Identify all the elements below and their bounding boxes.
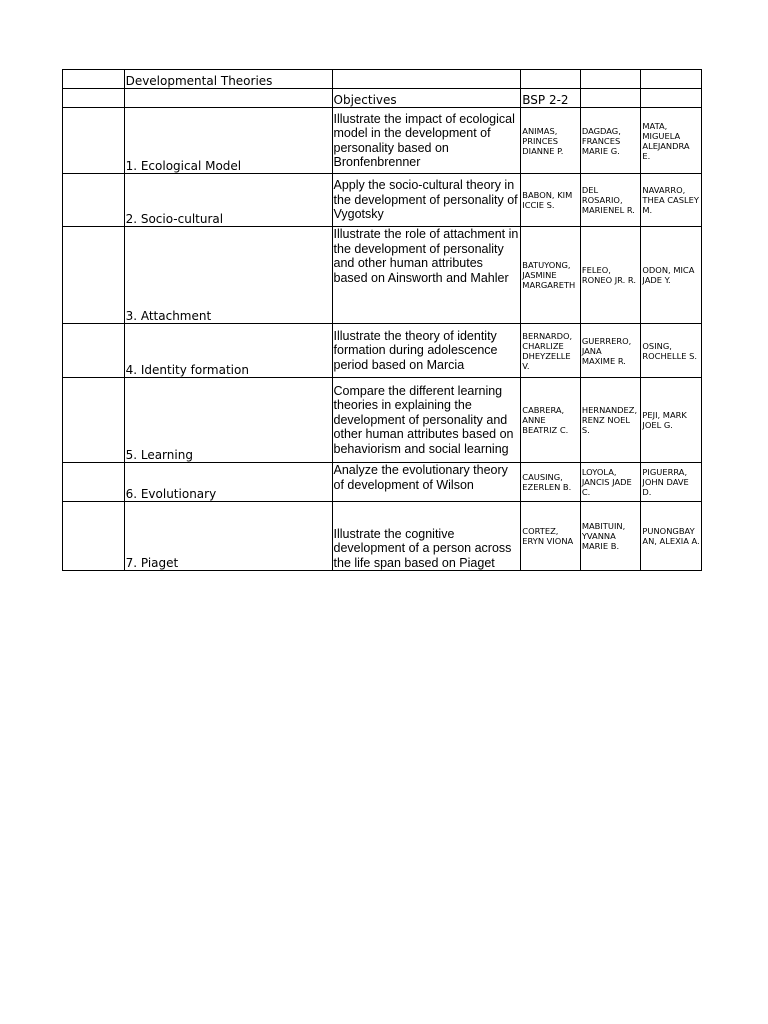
- section-header[interactable]: BSP 2-2: [521, 89, 581, 108]
- empty-cell[interactable]: [521, 70, 581, 89]
- empty-cell[interactable]: [63, 89, 125, 108]
- theory-cell[interactable]: 5. Learning: [124, 378, 332, 463]
- objective-cell[interactable]: Illustrate the role of attachment in the development of personality and other human attributes based on Ainsworth and Mahler: [332, 227, 521, 324]
- member-cell[interactable]: DEL ROSARIO, MARIENEL R.: [580, 174, 641, 227]
- member-cell[interactable]: MATA, MIGUELA ALEJANDRA E.: [641, 108, 702, 174]
- objective-cell[interactable]: Illustrate the theory of identity formation during adolescence period based on Marcia: [332, 324, 521, 378]
- theory-cell[interactable]: 1. Ecological Model: [124, 108, 332, 174]
- empty-cell[interactable]: [63, 227, 125, 324]
- empty-cell[interactable]: [124, 89, 332, 108]
- theory-cell[interactable]: 3. Attachment: [124, 227, 332, 324]
- member-cell[interactable]: PIGUERRA, JOHN DAVE D.: [641, 463, 702, 502]
- table-row: [63, 174, 702, 227]
- member-cell[interactable]: CAUSING, EZERLEN B.: [521, 463, 581, 502]
- member-cell[interactable]: GUERRERO, JANA MAXIME R.: [580, 324, 641, 378]
- header-row: [63, 89, 702, 108]
- member-cell[interactable]: ODON, MICA JADE Y.: [641, 227, 702, 324]
- empty-cell[interactable]: [63, 502, 125, 571]
- empty-cell[interactable]: [63, 463, 125, 502]
- empty-cell[interactable]: [580, 70, 641, 89]
- empty-cell[interactable]: [641, 89, 702, 108]
- member-cell[interactable]: PEJI, MARK JOEL G.: [641, 378, 702, 463]
- table-row: [63, 463, 702, 502]
- member-cell[interactable]: MABITUIN, YVANNA MARIE B.: [580, 502, 641, 571]
- empty-cell[interactable]: [63, 70, 125, 89]
- theory-cell[interactable]: 4. Identity formation: [124, 324, 332, 378]
- table-row: [63, 324, 702, 378]
- empty-cell[interactable]: [332, 70, 521, 89]
- title-row: [63, 70, 702, 89]
- objective-cell[interactable]: Apply the socio-cultural theory in the development of personality of Vygotsky: [332, 174, 521, 227]
- member-cell[interactable]: BERNARDO, CHARLIZE DHEYZELLE V.: [521, 324, 581, 378]
- table-row: [63, 378, 702, 463]
- table-row: [63, 227, 702, 324]
- table-row: [63, 502, 702, 571]
- member-cell[interactable]: ANIMAS, PRINCES DIANNE P.: [521, 108, 581, 174]
- member-cell[interactable]: OSING, ROCHELLE S.: [641, 324, 702, 378]
- member-cell[interactable]: PUNONGBAY AN, ALEXIA A.: [641, 502, 702, 571]
- theory-cell[interactable]: 7. Piaget: [124, 502, 332, 571]
- table-title[interactable]: Developmental Theories: [124, 70, 332, 89]
- member-cell[interactable]: CABRERA, ANNE BEATRIZ C.: [521, 378, 581, 463]
- empty-cell[interactable]: [63, 324, 125, 378]
- objective-cell[interactable]: Compare the different learning theories in explaining the development of personality and other human attributes based on behaviorism and social learning: [332, 378, 521, 463]
- member-cell[interactable]: BATUYONG, JASMINE MARGARETH: [521, 227, 581, 324]
- empty-cell[interactable]: [641, 70, 702, 89]
- member-cell[interactable]: LOYOLA, JANCIS JADE C.: [580, 463, 641, 502]
- theories-table: [62, 69, 702, 571]
- member-cell[interactable]: BABON, KIM ICCIE S.: [521, 174, 581, 227]
- member-cell[interactable]: NAVARRO, THEA CASLEY M.: [641, 174, 702, 227]
- table-row: [63, 108, 702, 174]
- member-cell[interactable]: FELEO, RONEO JR. R.: [580, 227, 641, 324]
- member-cell[interactable]: HERNANDEZ, RENZ NOEL S.: [580, 378, 641, 463]
- objectives-header[interactable]: Objectives: [332, 89, 521, 108]
- member-cell[interactable]: DAGDAG, FRANCES MARIE G.: [580, 108, 641, 174]
- objective-cell[interactable]: Illustrate the impact of ecological model in the development of personality based on Bronfenbrenner: [332, 108, 521, 174]
- empty-cell[interactable]: [63, 378, 125, 463]
- member-cell[interactable]: CORTEZ, ERYN VIONA: [521, 502, 581, 571]
- empty-cell[interactable]: [63, 174, 125, 227]
- empty-cell[interactable]: [63, 108, 125, 174]
- theory-cell[interactable]: 2. Socio-cultural: [124, 174, 332, 227]
- theory-cell[interactable]: 6. Evolutionary: [124, 463, 332, 502]
- empty-cell[interactable]: [580, 89, 641, 108]
- objective-cell[interactable]: Illustrate the cognitive development of a person across the life span based on Piaget: [332, 502, 521, 571]
- objective-cell[interactable]: Analyze the evolutionary theory of development of Wilson: [332, 463, 521, 502]
